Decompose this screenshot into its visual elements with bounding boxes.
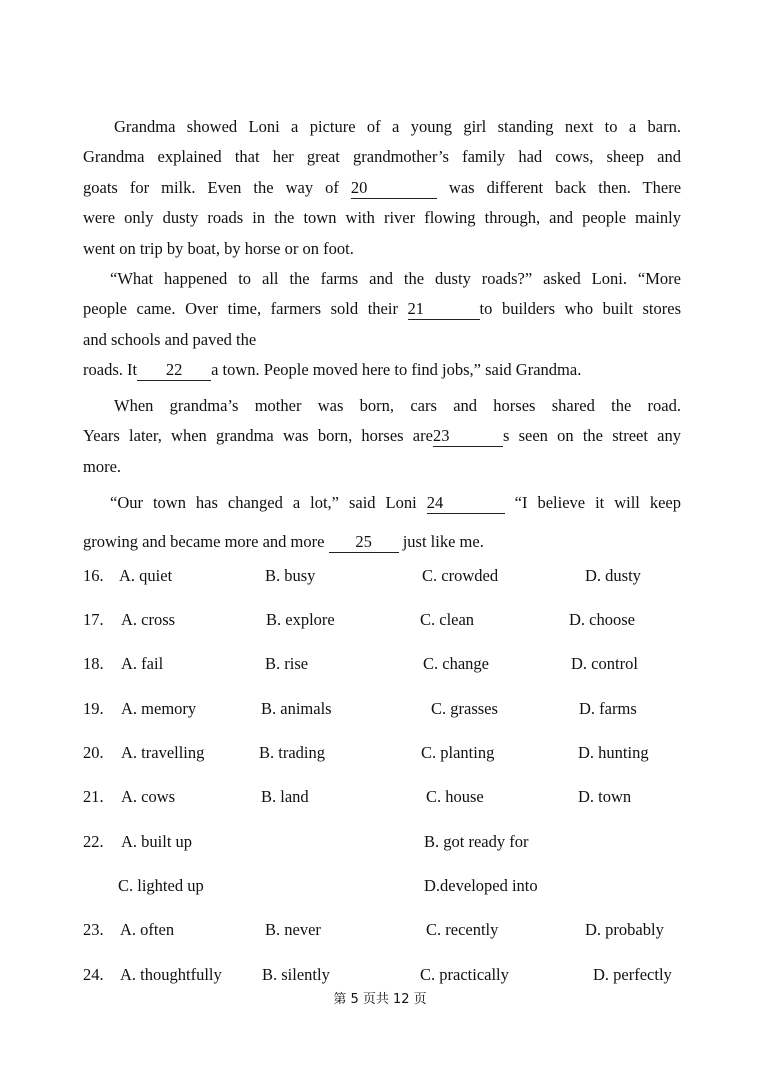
blank-22: 22	[137, 360, 211, 381]
passage-line: more.	[83, 456, 122, 476]
option-a[interactable]: A. fail	[121, 654, 164, 673]
passage-line: went on trip by boat, by horse or on foot.	[83, 238, 354, 258]
passage-line: Years later, when grandma was born, horses are23 s seen on the street any	[83, 426, 682, 446]
blank-24: 24	[427, 493, 505, 514]
option-a[interactable]: A. quiet	[119, 566, 173, 585]
question-21	[83, 787, 683, 811]
question-24	[83, 965, 683, 989]
option-d[interactable]: D.developed into	[424, 876, 538, 895]
passage-line: Grandma explained that her great grandmother’s family had cows, sheep and	[83, 147, 681, 167]
passage-line: When grandma’s mother was born, cars and horses shared the road.	[114, 396, 681, 415]
option-a[interactable]: A. travelling	[121, 743, 205, 762]
blank-23: 23	[433, 426, 503, 447]
option-b[interactable]: B. got ready for	[424, 832, 529, 851]
question-22	[83, 832, 683, 856]
passage-line: “What happened to all the farms and the dusty roads?” asked Loni. “More	[110, 269, 681, 288]
option-c[interactable]: C. lighted up	[118, 876, 204, 895]
question-number: 22.	[83, 832, 104, 851]
option-c[interactable]: C. clean	[420, 610, 475, 629]
option-d[interactable]: D. farms	[579, 699, 637, 718]
option-b[interactable]: B. animals	[261, 699, 332, 718]
option-d[interactable]: D. town	[578, 787, 632, 806]
page-footer: 第 5 页共 12 页	[333, 992, 427, 1007]
option-d[interactable]: D. choose	[569, 610, 635, 629]
question-18	[83, 654, 683, 678]
blank-21: 21	[408, 299, 480, 320]
passage-line: goats for milk. Even the way of 20 was different back then. There	[83, 177, 682, 197]
option-d[interactable]: D. probably	[585, 920, 664, 939]
option-d[interactable]: D. hunting	[578, 743, 649, 762]
passage-line: growing and became more and more 25 just like me.	[83, 532, 484, 551]
option-c[interactable]: C. change	[423, 654, 489, 673]
question-22-continued	[83, 876, 683, 900]
option-b[interactable]: B. busy	[265, 566, 316, 585]
question-number: 18.	[83, 654, 104, 673]
option-a[interactable]: A. cows	[121, 787, 176, 806]
passage-paragraph-4	[83, 483, 681, 561]
option-a[interactable]: A. memory	[121, 699, 197, 718]
option-c[interactable]: C. grasses	[431, 699, 498, 718]
question-20	[83, 743, 683, 767]
option-a[interactable]: A. thoughtfully	[120, 965, 222, 984]
blank-20: 20	[351, 178, 437, 199]
passage-line: and schools and paved the	[83, 329, 257, 349]
question-number: 21.	[83, 787, 104, 806]
question-16	[83, 566, 683, 590]
option-d[interactable]: D. dusty	[585, 566, 641, 585]
option-b[interactable]: B. rise	[265, 654, 309, 673]
option-c[interactable]: C. crowded	[422, 566, 499, 585]
passage-line: people came. Over time, farmers sold their 21 to builders who built stores	[83, 299, 681, 319]
option-c[interactable]: C. house	[426, 787, 484, 806]
option-b[interactable]: B. land	[261, 787, 309, 806]
option-c[interactable]: C. planting	[421, 743, 495, 762]
question-number: 17.	[83, 610, 104, 629]
passage-line: roads. It 22 a town. People moved here to find jobs,” said Grandma.	[83, 360, 582, 380]
question-19	[83, 699, 683, 723]
passage-paragraph-2	[83, 264, 681, 386]
option-b[interactable]: B. trading	[259, 743, 325, 762]
option-b[interactable]: B. explore	[266, 610, 335, 629]
option-d[interactable]: D. perfectly	[593, 965, 672, 984]
passage-line: “Our town has changed a lot,” said Loni 24 “I believe it will keep	[110, 493, 682, 512]
passage-paragraph-1	[83, 112, 681, 264]
option-c[interactable]: C. practically	[420, 965, 509, 984]
option-a[interactable]: A. built up	[121, 832, 193, 851]
question-17	[83, 610, 683, 634]
question-number: 20.	[83, 743, 104, 762]
option-c[interactable]: C. recently	[426, 920, 499, 939]
option-a[interactable]: A. cross	[121, 610, 176, 629]
question-number: 23.	[83, 920, 104, 939]
passage-paragraph-3	[83, 391, 681, 482]
question-number: 19.	[83, 699, 104, 718]
blank-25: 25	[329, 532, 399, 553]
passage-line: Grandma showed Loni a picture of a young girl standing next to a barn.	[114, 117, 681, 136]
option-b[interactable]: B. never	[265, 920, 321, 939]
option-a[interactable]: A. often	[120, 920, 175, 939]
question-23	[83, 920, 683, 944]
option-d[interactable]: D. control	[571, 654, 638, 673]
question-number: 24.	[83, 965, 104, 984]
question-number: 16.	[83, 566, 104, 585]
passage-line: were only dusty roads in the town with river flowing through, and people mainly	[83, 208, 681, 228]
option-b[interactable]: B. silently	[262, 965, 330, 984]
